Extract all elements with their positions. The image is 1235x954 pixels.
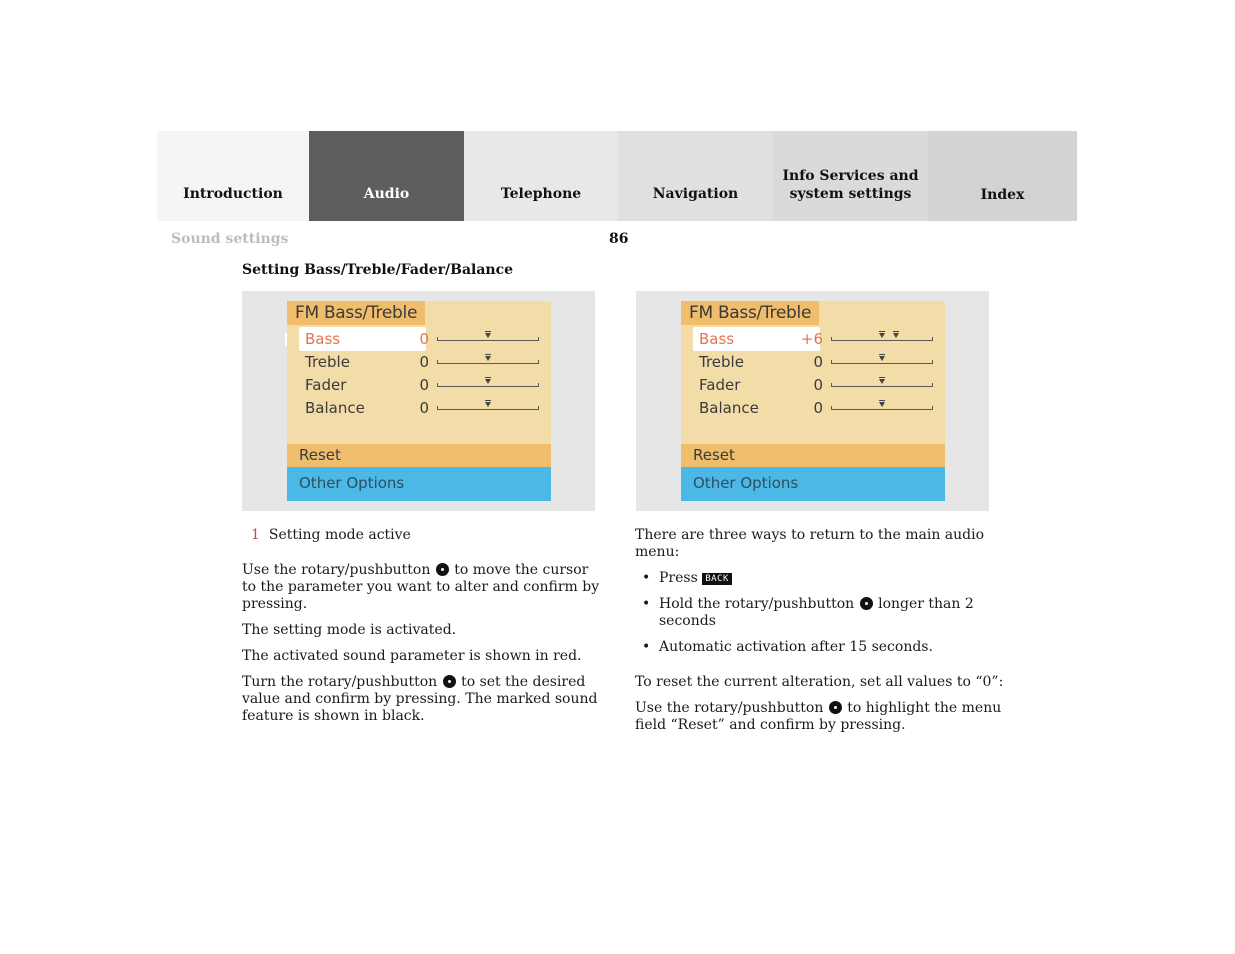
fader-slider-marker	[879, 379, 885, 384]
last-text-end: to highlight the menu field “Reset” and confirm by pressing.	[635, 700, 1002, 733]
tab-audio[interactable]	[309, 131, 464, 221]
treble-label: Treble	[305, 353, 350, 371]
balance-row	[287, 397, 551, 419]
treble-row	[681, 351, 945, 373]
page-heading: Setting Bass/Treble/Fader/Balance	[242, 262, 514, 278]
tab-navigation[interactable]	[618, 131, 773, 221]
bass-slider-marker	[485, 333, 491, 338]
other-options-label: Other Options	[693, 474, 799, 492]
note-text: Setting mode active	[268, 527, 411, 543]
return-options-list	[635, 570, 1005, 656]
other-options-menu-item	[287, 467, 551, 501]
other-options-menu-item	[681, 467, 945, 501]
bullet: •	[642, 570, 651, 586]
tab-telephone-label: Telephone	[500, 186, 582, 202]
bass-slider-marker	[893, 333, 899, 338]
p1-text-start: Use the rotary/pushbutton	[242, 562, 431, 578]
balance-value: 0	[419, 399, 429, 417]
treble-slider-marker	[485, 356, 491, 361]
paragraph-return-intro: There are three ways to return to the main audio menu:	[635, 527, 985, 560]
treble-value: 0	[813, 353, 823, 371]
bass-row	[287, 328, 551, 350]
tab-info-services-label	[782, 167, 918, 203]
back-key-icon: BACK	[702, 573, 732, 585]
rotary-pushbutton-icon	[860, 597, 873, 610]
section-title: Sound settings	[171, 231, 289, 247]
fader-slider	[831, 386, 933, 387]
bullet: •	[642, 596, 651, 612]
screen-figure-setting-mode	[242, 291, 595, 511]
bass-slider	[437, 340, 539, 341]
page-number: 86	[609, 231, 629, 247]
fader-value: 0	[813, 376, 823, 394]
bullet2-text-start: Hold the rotary/pushbutton	[659, 596, 855, 612]
bass-row	[681, 328, 945, 350]
left-column-text	[242, 527, 604, 734]
reset-menu-item	[287, 444, 551, 467]
fader-value: 0	[419, 376, 429, 394]
screen-title: FM Bass/Treble	[681, 301, 819, 325]
treble-row	[287, 351, 551, 373]
tab-info-line2: system settings	[789, 186, 912, 202]
list-item	[635, 570, 1005, 587]
top-navigation-tabs	[157, 131, 1077, 221]
paragraph-reset-intro: To reset the current alteration, set all values to “0”:	[635, 674, 1004, 690]
figure-note	[242, 527, 604, 544]
fader-row	[681, 374, 945, 396]
paragraph-highlight-reset	[635, 700, 1005, 734]
tab-audio-label: Audio	[363, 186, 410, 202]
fader-label: Fader	[699, 376, 741, 394]
balance-label: Balance	[305, 399, 365, 417]
bass-label: Bass	[305, 330, 341, 348]
treble-slider	[831, 363, 933, 364]
paragraph-move-cursor	[242, 562, 604, 613]
rotary-pushbutton-icon	[443, 675, 456, 688]
p4-text-end: to set the desired value and confirm by pressing. The marked sound feature is shown in black.	[242, 674, 598, 724]
tab-introduction[interactable]	[157, 131, 309, 221]
tab-info-services[interactable]	[773, 131, 928, 221]
reset-label: Reset	[693, 446, 735, 464]
last-text-start: Use the rotary/pushbutton	[635, 700, 824, 716]
bass-slider-center-marker	[879, 333, 885, 338]
p1-text-end: to move the cursor to the parameter you want to alter and confirm by pressing.	[242, 562, 600, 612]
tab-index[interactable]	[928, 131, 1077, 221]
screen-title: FM Bass/Treble	[287, 301, 425, 325]
fader-label: Fader	[305, 376, 347, 394]
balance-slider	[831, 409, 933, 410]
treble-label: Treble	[699, 353, 744, 371]
paragraph-turn-to-set	[242, 674, 604, 725]
bass-slider	[831, 340, 933, 341]
tab-introduction-label: Introduction	[183, 186, 283, 202]
screen-figure-bass-adjusted	[636, 291, 989, 511]
bullet3-text: Automatic activation after 15 seconds.	[659, 639, 933, 655]
bullet2-text-end: longer than 2 seconds	[659, 596, 974, 629]
rotary-pushbutton-icon	[436, 563, 449, 576]
other-options-label: Other Options	[299, 474, 405, 492]
balance-label: Balance	[699, 399, 759, 417]
tab-telephone[interactable]	[464, 131, 618, 221]
paragraph-setting-activated: The setting mode is activated.	[242, 622, 457, 638]
note-number: 1	[251, 527, 260, 543]
treble-value: 0	[419, 353, 429, 371]
paragraph-shown-red: The activated sound parameter is shown in red.	[242, 648, 582, 664]
reset-menu-item	[681, 444, 945, 467]
reset-label: Reset	[299, 446, 341, 464]
balance-row	[681, 397, 945, 419]
balance-slider	[437, 409, 539, 410]
bullet1-text: Press	[659, 570, 703, 586]
rotary-pushbutton-icon	[829, 701, 842, 714]
balance-slider-marker	[485, 402, 491, 407]
list-item	[635, 639, 1005, 656]
bullet: •	[642, 639, 651, 655]
treble-slider-marker	[879, 356, 885, 361]
balance-value: 0	[813, 399, 823, 417]
right-column-text	[635, 527, 1005, 743]
bass-value: 0	[419, 330, 429, 348]
tab-info-line1: Info Services and	[782, 168, 919, 184]
fader-slider	[437, 386, 539, 387]
fm-bass-treble-screen	[287, 301, 551, 501]
list-item	[635, 596, 1005, 630]
tab-index-label: Index	[980, 187, 1025, 203]
tab-navigation-label: Navigation	[652, 186, 739, 202]
fm-bass-treble-screen	[681, 301, 945, 501]
fader-row	[287, 374, 551, 396]
p4-text-start: Turn the rotary/pushbutton	[242, 674, 438, 690]
bass-value: +6	[800, 330, 823, 348]
treble-slider	[437, 363, 539, 364]
fader-slider-marker	[485, 379, 491, 384]
balance-slider-marker	[879, 402, 885, 407]
bass-label: Bass	[699, 330, 735, 348]
